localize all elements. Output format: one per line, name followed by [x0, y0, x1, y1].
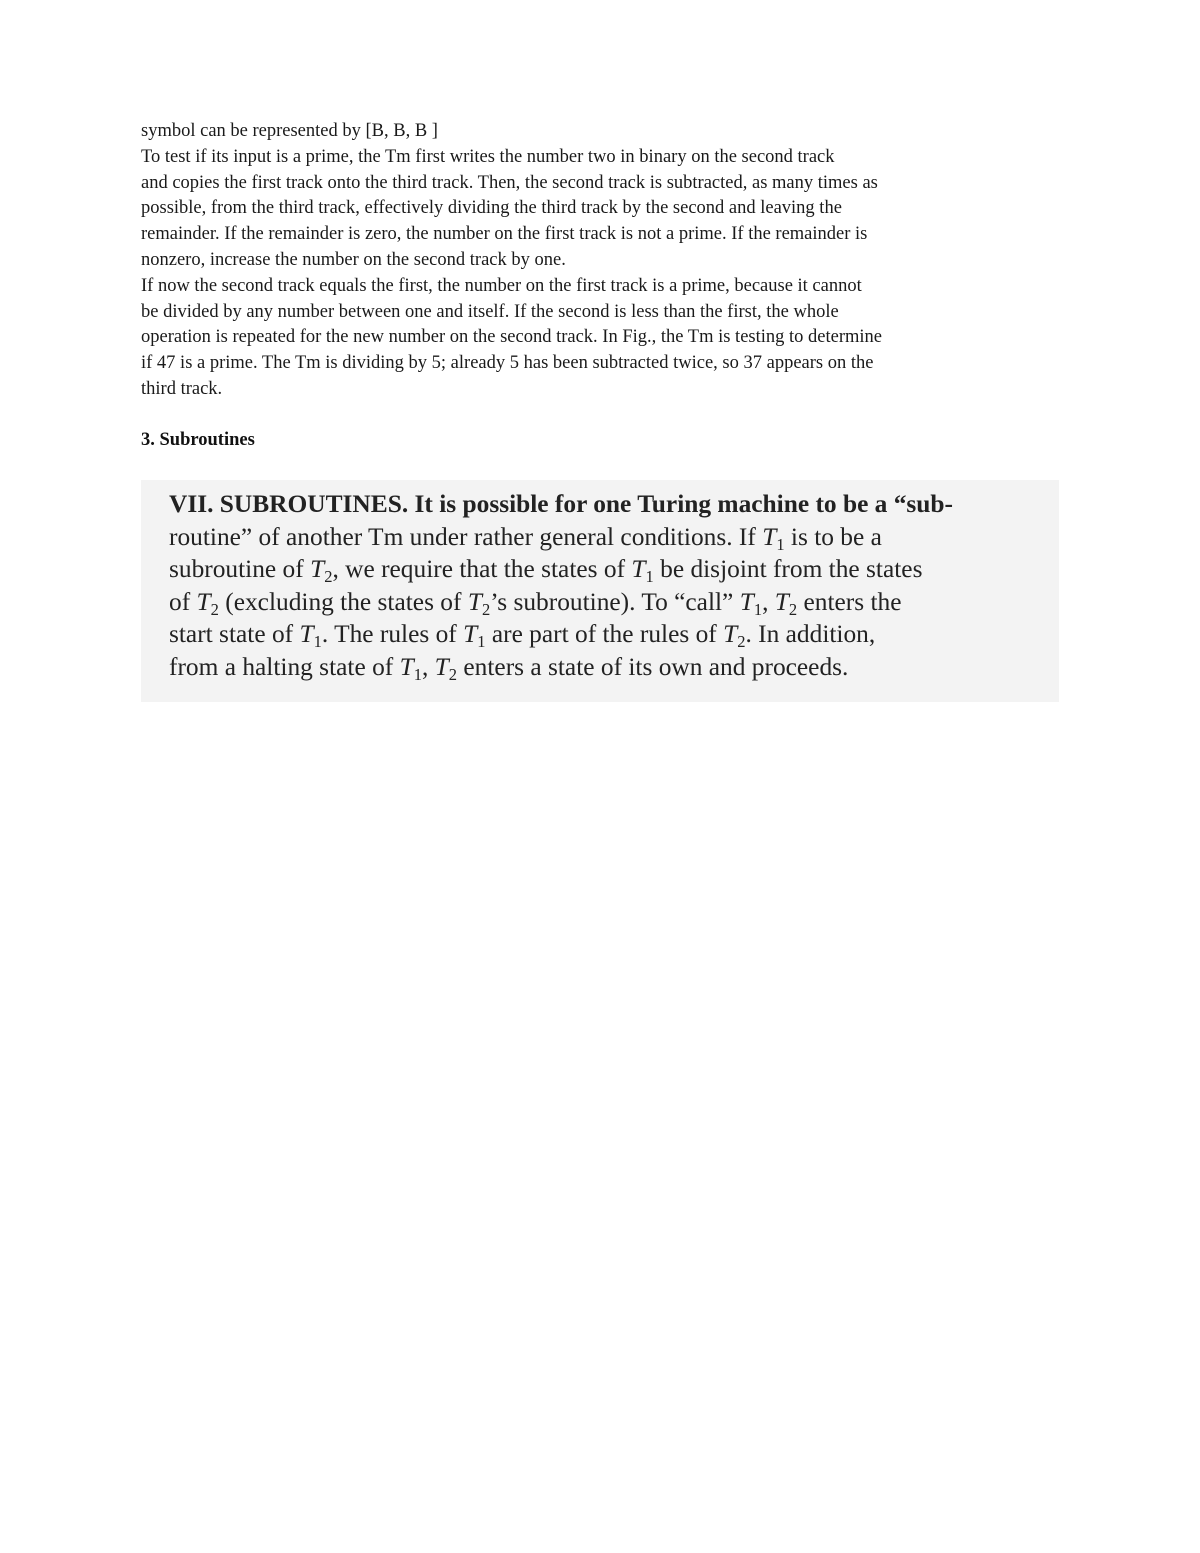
var-subscript: 2: [448, 664, 458, 684]
excerpt-text-run: (excluding the states of: [225, 587, 462, 616]
variable-t1: [762, 522, 785, 554]
text-line: and copies the first track onto the third track. Then, the second track is subtracted, as many times as: [141, 172, 878, 193]
var-letter: T: [434, 652, 449, 681]
var-subscript: 1: [413, 664, 422, 684]
variable-t1: [299, 620, 322, 651]
var-subscript: 2: [788, 599, 798, 619]
excerpt-text-run: be disjoint from the states: [660, 555, 923, 583]
variable-t2: [434, 652, 458, 684]
var-subscript: 2: [737, 631, 746, 651]
excerpt-text-run: ’s subroutine). To “call”: [490, 587, 734, 616]
var-letter: T: [774, 587, 789, 616]
variable-t1: [399, 652, 422, 684]
text-line: remainder. If the remainder is zero, the number on the first track is not a prime. If the remainder is: [141, 224, 868, 245]
var-letter: T: [739, 587, 754, 616]
excerpt-text-run: are part of the rules of: [491, 620, 717, 648]
scanned-excerpt: [141, 480, 1059, 702]
text-line: To test if its input is a prime, the Tm first writes the number two in binary on the second track: [141, 146, 835, 167]
var-subscript: 2: [481, 599, 491, 619]
var-letter: T: [196, 587, 211, 616]
excerpt-text-run: , we require that the states of: [332, 555, 626, 583]
var-letter: T: [723, 620, 738, 648]
excerpt-text-run: from a halting state of: [169, 652, 394, 681]
excerpt-text-run: is to be a: [790, 522, 882, 551]
var-subscript: 2: [324, 566, 333, 586]
var-subscript: 2: [210, 599, 219, 619]
excerpt-line-1: [169, 488, 1059, 521]
variable-t2: [723, 620, 746, 651]
excerpt-line-6: [169, 651, 1059, 684]
excerpt-text-run: subroutine of: [169, 555, 304, 583]
text-line: be divided by any number between one and itself. If the second is less than the first, the whole: [141, 301, 839, 322]
excerpt-text-run: routine” of another Tm under rather general conditions. If: [169, 522, 756, 551]
excerpt-text-run: enters a state of its own and proceeds.: [463, 652, 849, 681]
text-line: if 47 is a prime. The Tm is dividing by 5; already 5 has been subtracted twice, so 37 appears on the: [141, 353, 874, 374]
var-letter: T: [467, 587, 482, 616]
excerpt-text-run: It is possible for one Turing machine to be a “sub-: [414, 490, 954, 518]
excerpt-text-run: . In addition,: [745, 620, 876, 648]
variable-t2: [774, 587, 798, 619]
variable-t2: [196, 587, 219, 619]
variable-t2: [467, 587, 491, 619]
excerpt-text-run: of: [169, 587, 191, 616]
var-subscript: 1: [645, 566, 654, 586]
text-line: nonzero, increase the number on the second track by one.: [141, 249, 566, 270]
excerpt-text-run: start state of: [169, 620, 294, 648]
variable-t1: [631, 555, 654, 586]
var-letter: T: [631, 555, 646, 583]
section-heading: 3. Subroutines: [141, 430, 255, 450]
excerpt-text-run: . The rules of: [321, 620, 457, 648]
var-subscript: 1: [776, 534, 785, 554]
excerpt-line-4: [169, 586, 1059, 619]
variable-t1: [463, 620, 486, 651]
text-line: symbol can be represented by [B, B, B ]: [141, 121, 438, 141]
excerpt-line-5: [169, 618, 1059, 651]
text-line: third track.: [141, 378, 223, 399]
excerpt-text-run: ,: [762, 587, 769, 616]
excerpt-text-run: enters the: [803, 587, 902, 616]
text-line: If now the second track equals the first, the number on the first track is a prime, because it cannot: [141, 275, 862, 296]
var-subscript: 1: [313, 631, 322, 651]
var-letter: T: [399, 652, 414, 681]
variable-t2: [310, 555, 333, 586]
excerpt-text: [169, 488, 1059, 683]
excerpt-text-run: ,: [421, 652, 429, 681]
var-letter: T: [463, 620, 478, 648]
excerpt-line-2: [169, 521, 1059, 554]
var-letter: T: [762, 522, 777, 551]
excerpt-title: VII. SUBROUTINES.: [169, 490, 409, 518]
text-line: possible, from the third track, effectively dividing the third track by the second and leaving the: [141, 198, 842, 219]
var-letter: T: [299, 620, 314, 648]
text-line: operation is repeated for the new number on the second track. In Fig., the Tm is testing to determine: [141, 327, 882, 348]
var-subscript: 1: [477, 631, 486, 651]
body-paragraphs: [141, 119, 1061, 403]
var-subscript: 1: [753, 599, 763, 619]
excerpt-text-run: [415, 490, 953, 518]
excerpt-line-3: [169, 553, 1059, 586]
variable-t1: [739, 587, 763, 619]
var-letter: T: [310, 555, 325, 583]
